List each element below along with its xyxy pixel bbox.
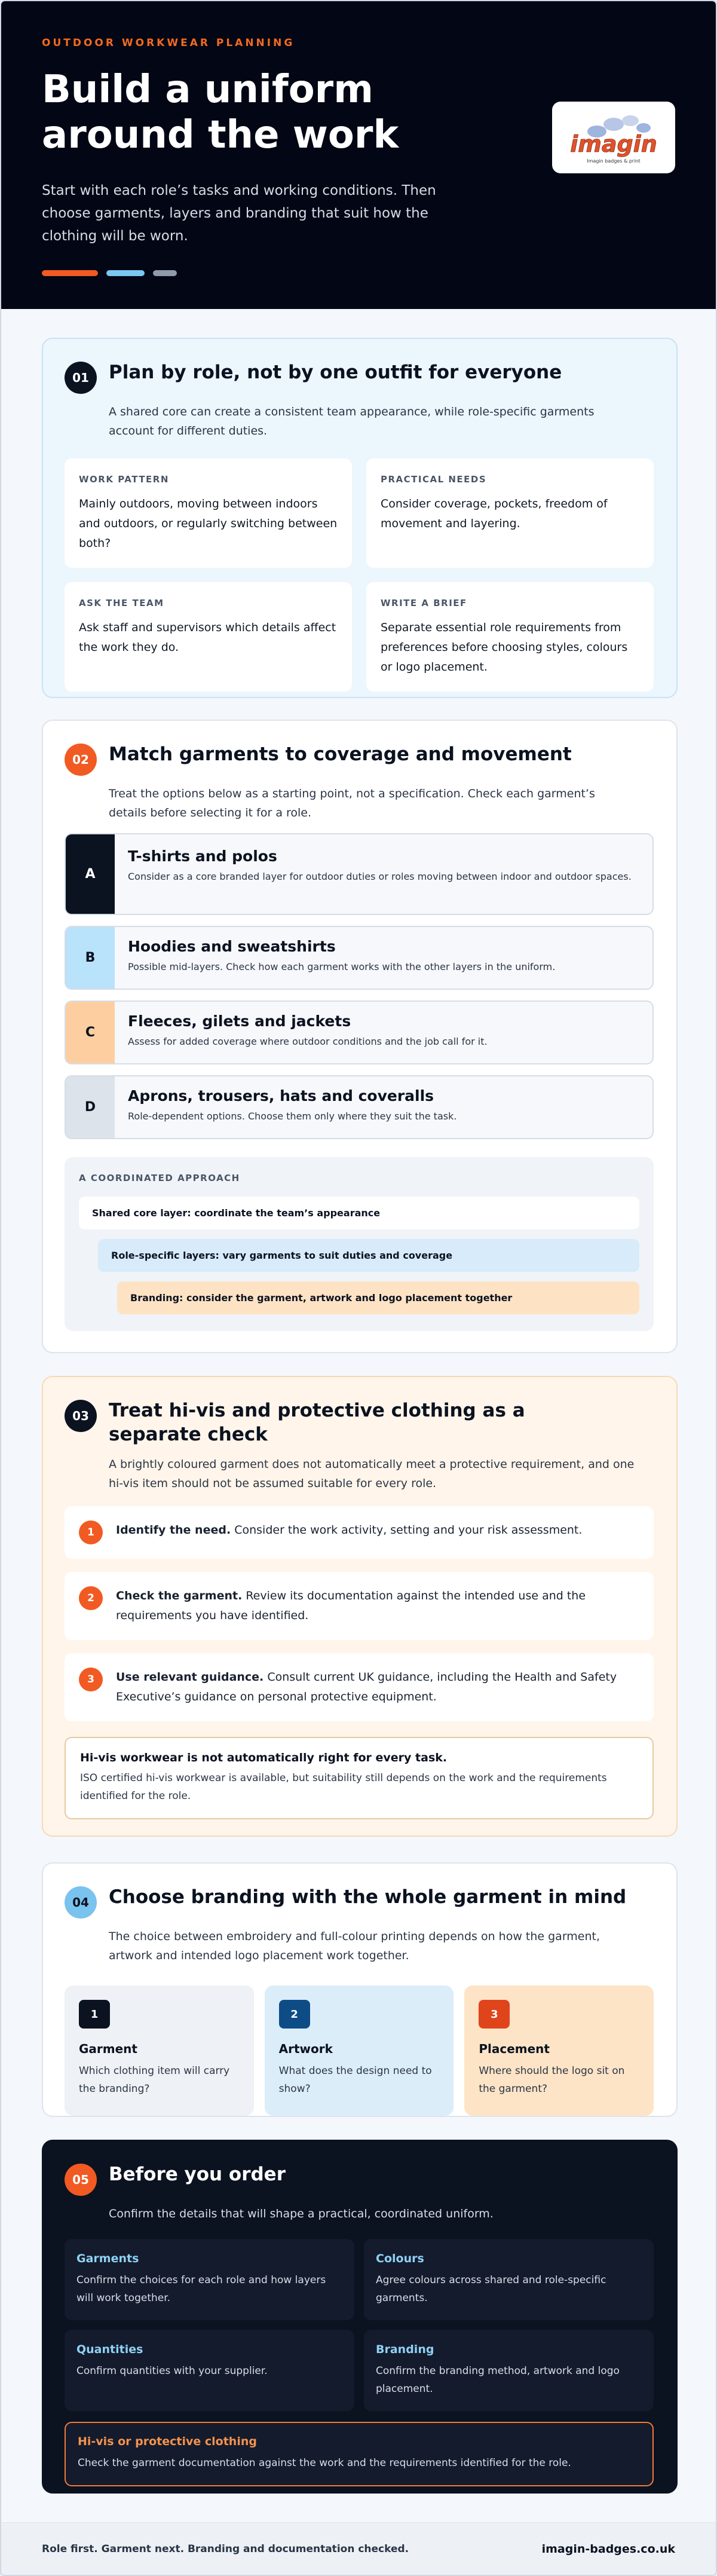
tile-ask-the-team [65,582,352,692]
garment-letter: B [66,927,115,989]
footer [1,2522,716,2575]
section-lead: The choice between embroidery and full-colour printing depends on how the garment, artwork and intended logo placement work together. [109,1930,600,1962]
garment-desc: Possible mid-layers. Check how each garment works with the other layers in the uniform. [128,961,556,972]
card-text: What does the design need to show? [278,2065,432,2095]
checklist-garments [65,2239,354,2320]
layer-branding: Branding: consider the garment, artwork and logo placement together [117,1281,639,1314]
kicker: OUTDOOR WORKWEAR PLANNING [42,37,295,49]
checklist-label: Branding [376,2343,434,2356]
accent-bar-grey [153,270,177,276]
section-lead: Treat the options below as a starting point, not a specification. Check each garment’s details before selecting it for a role. [109,787,595,819]
layer-shared-core: Shared core layer: coordinate the team’s appearance [79,1197,639,1229]
section-title: Choose branding with the whole garment in mind [109,1886,627,1908]
checklist-label: Garments [76,2252,139,2265]
section-number: 01 [65,362,97,394]
section-branding [42,1862,678,2117]
accent-bar-blue [106,270,145,276]
tile-work-pattern [65,458,352,568]
garment-letter: C [66,1002,115,1063]
step-text: Consult current UK guidance, including the Health and Safety Executive’s guidance on personal protective equipment. [116,1671,617,1703]
garment-desc: Assess for added coverage where outdoor conditions and the job call for it. [128,1036,488,1047]
section-lead: Confirm the details that will shape a practical, coordinated uniform. [109,2207,494,2220]
garment-title: Fleeces, gilets and jackets [128,1012,351,1030]
tile-text: Separate essential role requirements from preferences before choosing styles, colours or logo placement. [381,621,628,674]
checklist-text: Confirm quantities with your supplier. [76,2365,268,2377]
section-before-you-order [42,2140,678,2494]
card-number: 3 [479,2000,510,2029]
step-number: 3 [79,1668,103,1691]
card-text: Which clothing item will carry the branding? [79,2065,230,2095]
section-garments [42,720,678,1353]
branding-cards [65,1985,654,2116]
tile-label: PRACTICAL NEEDS [381,474,487,485]
intro-text: Start with each role’s tasks and working conditions. Then choose garments, layers and branding that suit how the clothing will be worn. [42,183,436,244]
section-plan-by-role [42,338,678,698]
svg-text:Imagin badges & print: Imagin badges & print [587,158,641,164]
section-lead: A brightly coloured garment does not automatically meet a protective requirement, and one hi-vis item should not be assumed suitable for every role. [109,1458,635,1490]
step-number: 2 [79,1586,103,1610]
garment-letter: A [66,834,115,914]
svg-text:imagin: imagin [570,131,657,157]
role-tiles [65,458,654,692]
step-bold: Check the garment. [116,1589,243,1602]
step-bold: Use relevant guidance. [116,1671,264,1684]
brand-logo[interactable] [552,102,675,173]
tile-practical-needs [366,458,654,568]
tile-label: ASK THE TEAM [79,598,164,608]
card-title: Placement [479,2042,550,2056]
checklist-colours [364,2239,654,2320]
step-text: Review its documentation against the intended use and the requirements you have identified. [116,1589,586,1622]
checklist-quantities [65,2330,354,2411]
tile-text: Ask staff and supervisors which details affect the work they do. [79,621,336,654]
logo-graphic [560,106,667,169]
checklist-text: Check the garment documentation against the work and the requirements identified for the role. [78,2457,571,2469]
step-bold: Identify the need. [116,1523,231,1537]
card-title: Artwork [278,2042,333,2056]
checklist-label: Colours [376,2252,424,2265]
section-title: Match garments to coverage and movement [109,744,572,765]
step-item [65,1653,654,1721]
garment-desc: Consider as a core branded layer for outdoor duties or roles moving between indoor and outdoor spaces. [128,871,632,882]
checklist-hi-vis [65,2422,654,2486]
branding-card-garment [65,1985,254,2116]
footer-tagline: Role first. Garment next. Branding and documentation checked. [42,2543,409,2555]
hi-vis-note [65,1737,654,1819]
tile-text: Consider coverage, pockets, freedom of movement and layering. [381,497,608,530]
card-number: 1 [79,2000,110,2029]
section-lead: A shared core can create a consistent team appearance, while role-specific garments account for different duties. [109,405,595,438]
checklist-label: Hi-vis or protective clothing [78,2435,257,2448]
section-hi-vis [42,1376,678,1837]
coord-label: A COORDINATED APPROACH [79,1173,240,1183]
step-number: 1 [79,1520,103,1544]
note-text: ISO certified hi-vis workwear is available, but suitability still depends on the work and the requirements identified for the role. [80,1772,607,1802]
accent-bars [42,270,675,276]
note-title: Hi-vis workwear is not automatically right for every task. [80,1751,448,1764]
checklist-text: Agree colours across shared and role-specific garments. [376,2274,606,2304]
card-number: 2 [279,2000,310,2029]
card-text: Where should the logo sit on the garment? [479,2065,625,2095]
accent-bar-orange [42,270,98,276]
step-text: Consider the work activity, setting and your risk assessment. [231,1523,583,1537]
branding-card-artwork [265,1985,454,2116]
tile-text: Mainly outdoors, moving between indoors and outdoors, or regularly switching between both? [79,497,338,550]
section-number: 04 [65,1886,97,1919]
check-steps [65,1506,654,1721]
checklist-label: Quantities [76,2343,143,2356]
hero-banner [1,1,716,309]
garment-list [65,833,654,1139]
garment-row [65,833,654,915]
tile-write-a-brief [366,582,654,692]
garment-letter: D [66,1076,115,1138]
layer-role-specific: Role-specific layers: vary garments to suit duties and coverage [98,1239,639,1272]
checklist-text: Confirm the branding method, artwork and logo placement. [376,2365,620,2395]
page-title: Build a uniform around the work [42,68,399,157]
step-item [65,1506,654,1559]
step-item [65,1572,654,1640]
section-number: 03 [65,1400,97,1432]
order-checklist [65,2239,654,2411]
garment-row [65,1001,654,1064]
checklist-text: Confirm the choices for each role and how layers will work together. [76,2274,326,2304]
garment-title: Hoodies and sweatshirts [128,938,336,955]
garment-row [65,1075,654,1139]
section-number: 02 [65,744,97,776]
tile-label: WORK PATTERN [79,474,169,485]
garment-title: T-shirts and polos [128,848,277,865]
section-title: Before you order [109,2164,286,2185]
garment-row [65,926,654,990]
card-title: Garment [79,2042,137,2056]
section-title: Treat hi-vis and protective clothing as a separate check [109,1400,525,1445]
footer-website-link[interactable]: imagin-badges.co.uk [541,2542,675,2556]
garment-desc: Role-dependent options. Choose them only where they suit the task. [128,1110,457,1122]
branding-card-placement [464,1985,654,2116]
section-number: 05 [65,2164,97,2196]
tile-label: WRITE A BRIEF [381,598,467,608]
garment-title: Aprons, trousers, hats and coveralls [128,1087,434,1105]
section-title: Plan by role, not by one outfit for everyone [109,362,562,383]
checklist-branding [364,2330,654,2411]
coordinated-approach [65,1157,654,1331]
